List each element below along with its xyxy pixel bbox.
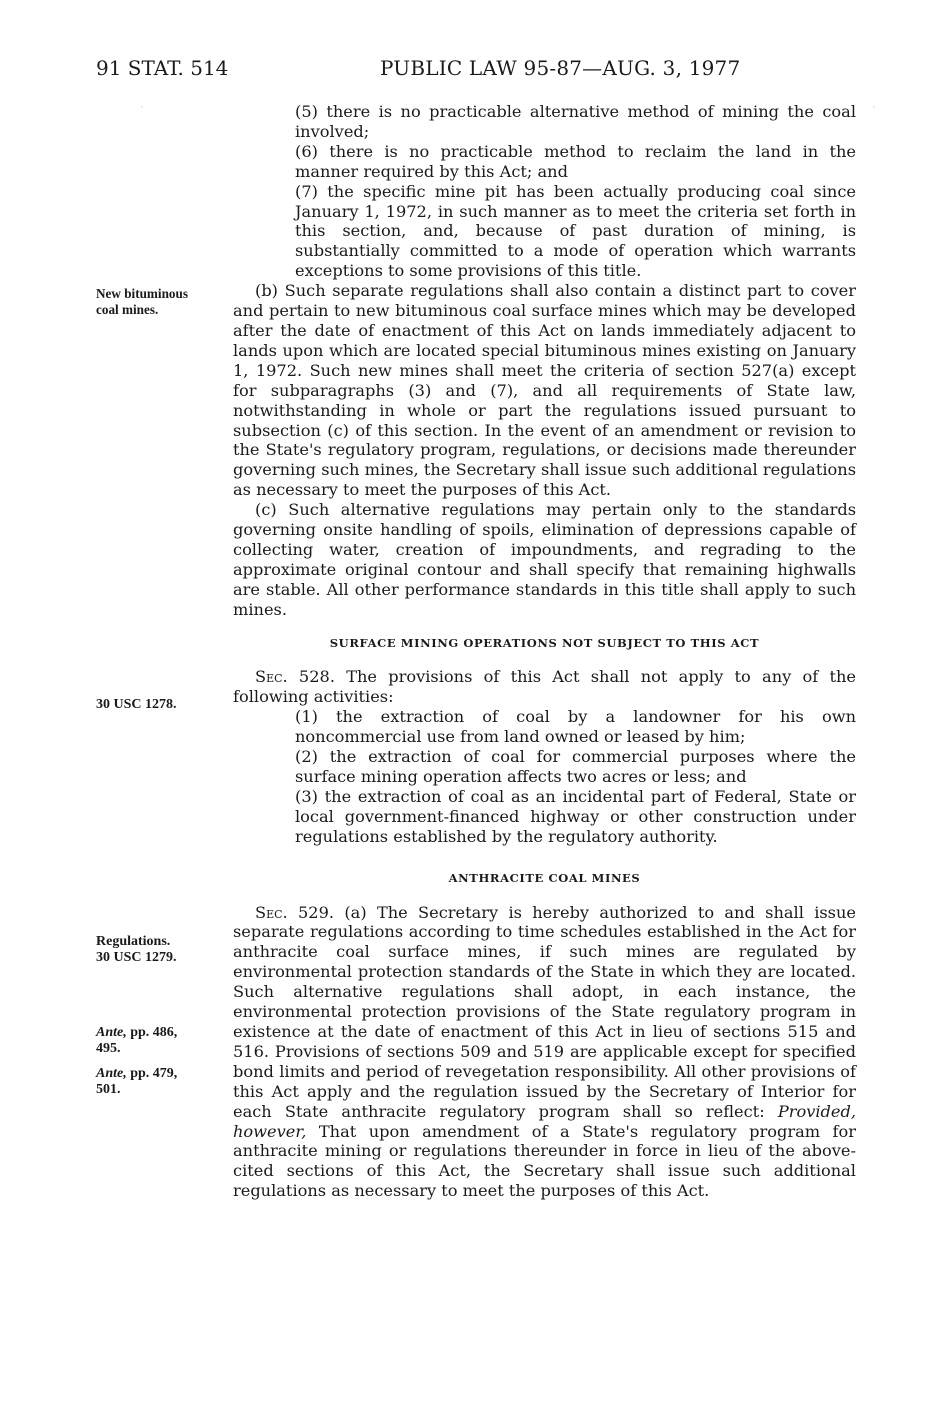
clause-5: (5) there is no practicable alternative method of mining the coal involved; — [295, 102, 856, 141]
section-heading-anthracite: ANTHRACITE COAL MINES — [448, 870, 641, 885]
margin-note-usc-1278: 30 USC 1278. — [96, 697, 177, 712]
bleed-through-mark: · — [140, 100, 144, 114]
clause-6: (6) there is no practicable method to reclaim the land in the manner required by this Act; and — [295, 141, 856, 181]
section-529-a: Sec. 529. (a) The Secretary is hereby authorized to and shall issue separate regulations according to time schedules established in the Act for anthracite coal surface mines, if such mines are regulated by environmental protection standards of the State in which they are located. Such alternative regulations shall adopt, in each instance, the environmental protection provisions of the State regulatory program in existence at the date of enactment of this Act in lieu of sections 515 and 516. Provisions of sections 509 and 519 are applicable except for specified bond limits and period of revegetation responsibility. All other provisions of this Act apply and the regulation issued by the Secretary of Interior for each State anthracite regulatory program shall so reflect: Provided, however, That upon amendment of a State's regulatory program for anthracite mining or regulations thereunder in force in lieu of the above-cited sections of this Act, the Secretary shall issue such additional regulations as necessary to meet the purposes of this Act. — [233, 902, 856, 1201]
subsection-b: (b) Such separate regulations shall also contain a distinct part to cover and pertain to new bituminous coal surface mines which may be developed after the date of enactment of this Act on lands immediately adjacent to lands upon which are located special bituminous mines existing on January 1, 1972. Such new mines shall meet the criteria of section 527(a) except for subparagraphs (3) and (7), and all requirements of State law, notwithstanding in whole or part the regulations issued pursuant to subsection (c) of this section. In the event of an amendment or revision to the State's regulatory program, regulations, or decisions made thereunder governing such mines, the Secretary shall issue such additional regulations as necessary to meet the purposes of this Act. — [233, 281, 856, 500]
statute-body — [233, 102, 856, 1201]
section-528: Sec. 528. The provisions of this Act shall not apply to any of the following activities: — [233, 667, 856, 707]
section-528-clause-3: (3) the extraction of coal as an incidental part of Federal, State or local government-financed highway or other construction under regulations established by the regulatory authority. — [295, 786, 856, 846]
section-528-clause-2: (2) the extraction of coal for commercial purposes where the surface mining operation affects two acres or less; and — [295, 747, 856, 786]
clause-7: (7) the specific mine pit has been actually producing coal since January 1, 1972, in such manner as to meet the criteria set forth in this section, and, because of past duration of mining, is substantially committed to a mode of operation which warrants exceptions to some provisions of this title. — [295, 181, 856, 281]
page-stat-number: 91 STAT. 514 — [96, 56, 229, 80]
margin-note-regulations: Regulations. 30 USC 1279. — [96, 934, 177, 965]
margin-note-new-bituminous: New bituminous coal mines. — [96, 286, 188, 317]
margin-note-ante-479: Ante, pp. 479, 501. — [96, 1066, 178, 1097]
bleed-through-mark: · — [872, 100, 876, 114]
margin-note-ante-486: Ante, pp. 486, 495. — [96, 1025, 178, 1056]
subsection-c: (c) Such alternative regulations may pertain only to the standards governing onsite handling of spoils, elimination of depressions capable of collecting water, creation of impoundments, and regrading to the approximate original contour and shall specify that remaining highwalls are stable. All other performance standards in this title shall apply to such mines. — [233, 500, 856, 619]
section-heading-surface-mining: SURFACE MINING OPERATIONS NOT SUBJECT TO THIS ACT — [329, 635, 760, 650]
page-running-title: PUBLIC LAW 95-87—AUG. 3, 1977 — [380, 56, 741, 80]
section-528-clause-1: (1) the extraction of coal by a landowner for his own noncommercial use from land owned or leased by him; — [295, 707, 856, 747]
